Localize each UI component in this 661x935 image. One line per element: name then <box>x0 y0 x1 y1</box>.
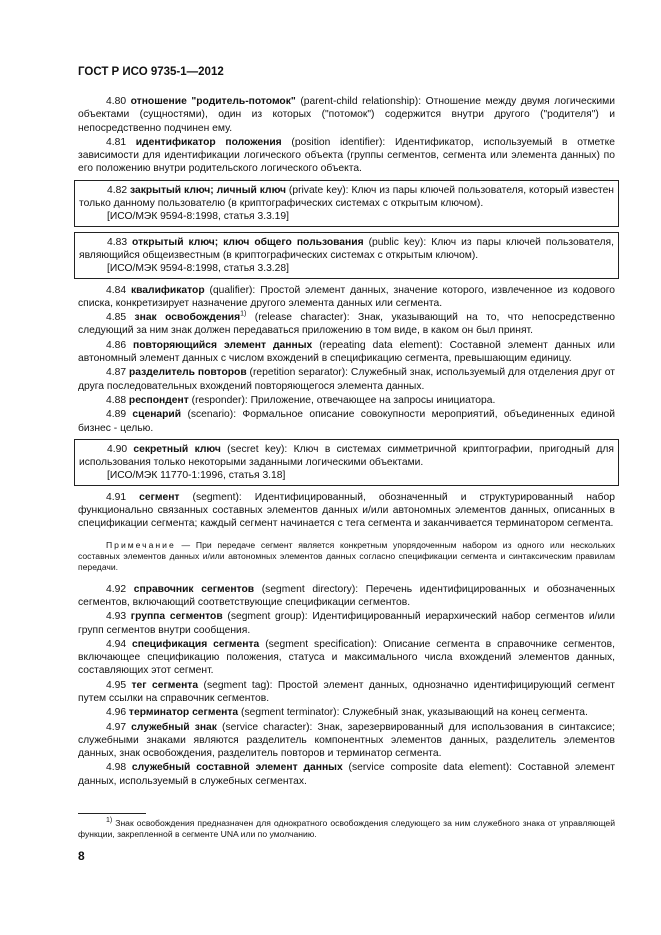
entry-4-92: 4.92 справочник сегментов (segment directory): Перечень идентифицированных и обозначенных сегментов, включающий соответствующие спецификации сегментов. <box>78 583 615 608</box>
reference: [ИСО/МЭК 9594-8:1998, статья 3.3.28] <box>107 263 289 275</box>
term: служебный составной элемент данных <box>131 762 343 774</box>
entry-4-80: 4.80 отношение "родитель-потомок" (parent-child relationship): Отношение между двумя логическими объектами (сущностями), один из которых ("потомок") содержится внутри другого ("родителя") и непосредственно подчинен ему. <box>78 96 615 134</box>
entry-4-90: 4.90 секретный ключ (secret key): Ключ в системах симметричной криптографии, пригодный для использования только некоторыми заданными логическими объектами. <box>79 443 614 469</box>
definition: (repeating data element): Составной элемент данных или автономный элемент данных с числом вхождений в спецификацию сегмента, превышающим единицу. <box>78 339 615 365</box>
term: сценарий <box>132 409 182 421</box>
definition: (scenario): Формальное описание совокупности мероприятий, объединенных единой бизнес - целью. <box>78 409 615 434</box>
term: респондент <box>128 394 189 406</box>
definition: (parent-child relationship): Отношение между двумя логическими объектами (сущностями), один из которых ("потомок") содержится внутри другого ("родителя") и непосредственно подчинен ему. <box>78 96 615 134</box>
definition: (position identifier): Идентификатор, используемый в отметке зависимости для идентификации логического объекта (группы сегментов, сегмента или элемента данных) по его положению внутри родительского логического объекта. <box>78 136 615 175</box>
term: квалификатор <box>130 284 205 296</box>
entry-4-98: 4.98 служебный составной элемент данных (service composite data element): Составной элемент данных, используемый в служебных сегментах. <box>78 762 615 787</box>
definition: (public key): Ключ из пары ключей пользователя, являющийся общеизвестным (в криптографических системах с открытым ключом). <box>79 236 614 261</box>
entry-4-93: 4.93 группа сегментов (segment group): Идентифицированный иерархический набор сегментов и/или групп сегментов внутри сообщения. <box>78 611 615 636</box>
entry-4-85: 4.85 знак освобождения$^{1)}$ (release character): Знак, указывающий на то, что непосредственно следующий за ним знак должен передаваться приложению в том виде, в каком он был принят. <box>78 310 615 337</box>
entry-4-91: 4.91 сегмент (segment): Идентифицированный, обозначенный и структурированный набор функционально связанных составных элементов данных и/или автономных элементов данных, описанных в спецификации сегмента; каждый сегмент начинается с тега сегмента и заканчивается терминатором сегмента. <box>78 491 615 530</box>
term: закрытый ключ; личный ключ <box>130 184 286 196</box>
definition: (private key): Ключ из пары ключей пользователя, который известен только данному пользователю (в криптографических системах с открытым ключом). <box>79 184 614 210</box>
footnote-text: Знак освобождения предназначен для однократного освобождения следующего за ним служебного знака от управляющей функции, закрепленной в сегменте UNA или по умолчанию. <box>78 818 615 839</box>
definition: (qualifier): Простой элемент данных, значение которого, извлеченное из кодового списка, конкретизирует назначение другого элемента данных или сегмента. <box>78 284 615 309</box>
definition: (service character): Знак, зарезервированный для использования в синтаксисе; служебными знаками являются разделитель компонентных элементов данных, разделитель элементов данных, знак освобождения, разделитель повторов и терминатор сегмента. <box>78 721 615 760</box>
boxed-entry-4-90 <box>74 439 619 486</box>
entry-4-84: 4.84 квалификатор (qualifier): Простой элемент данных, значение которого, извлеченное из кодового списка, конкретизирует назначение другого элемента данных или сегмента. <box>78 284 615 309</box>
note-text: — При передаче сегмент является конкретным упорядоченным набором из одного или нескольких составных элементов данных и/или автономных элементов данных согласно спецификации сегмента и синтаксическим правилам передачи. <box>78 539 615 572</box>
boxed-entry-4-83 <box>74 232 619 279</box>
entry-4-89: 4.89 сценарий (scenario): Формальное описание совокупности мероприятий, объединенных единой бизнес - целью. <box>78 409 615 434</box>
entry-4-94: 4.94 спецификация сегмента (segment specification): Описание сегмента в справочнике сегментов, включающее спецификацию положения, статуса и максимального числа вхождений элементов данных, составляющих этот сегмент. <box>78 638 615 677</box>
entry-4-82: 4.82 закрытый ключ; личный ключ (private key): Ключ из пары ключей пользователя, который известен только данному пользователю (в криптографических системах с открытым ключом). <box>79 184 614 210</box>
definition: (release character): Знак, указывающий на то, что непосредственно следующий за ним знак должен передаваться приложению в том виде, в каком он был принят. <box>78 312 615 337</box>
entry-4-96: 4.96 терминатор сегмента (segment terminator): Служебный знак, указывающий на конец сегмента. <box>106 707 588 719</box>
term: открытый ключ; ключ общего пользования <box>132 236 364 248</box>
definition: (segment specification): Описание сегмента в справочнике сегментов, включающее спецификацию положения, статуса и максимального числа вхождений элементов данных, составляющих этот сегмент. <box>78 638 615 677</box>
term: тег сегмента <box>131 679 199 691</box>
definition: (segment terminator): Служебный знак, указывающий на конец сегмента. <box>238 707 588 719</box>
definition: (service composite data element): Составной элемент данных, используемый в служебных сегментах. <box>78 762 615 787</box>
term: идентификатор положения <box>135 136 282 148</box>
term: знак освобождения <box>134 312 241 324</box>
term: терминатор сегмента <box>128 707 239 719</box>
document-header: ГОСТ Р ИСО 9735-1—2012 <box>78 66 224 78</box>
term: сегмент <box>139 491 180 503</box>
term: повторяющийся элемент данных <box>133 339 313 351</box>
reference: [ИСО/МЭК 9594-8:1998, статья 3.3.19] <box>107 211 289 223</box>
entry-4-86: 4.86 повторяющийся элемент данных (repeating data element): Составной элемент данных или автономный элемент данных с числом вхождений в спецификацию сегмента, превышающим единицу. <box>78 339 615 365</box>
footnote-mark: 1) <box>240 310 247 318</box>
footnote-mark: 1) <box>106 817 113 825</box>
term: отношение "родитель-потомок" <box>130 96 296 107</box>
definition: (repetition separator): Служебный знак, используемый для отделения друг от друга последовательных вхождений повторяющегося элемента данных. <box>78 367 615 392</box>
note <box>78 540 615 573</box>
term: секретный ключ <box>133 443 221 455</box>
term: группа сегментов <box>130 611 223 623</box>
definition: (segment tag): Простой элемент данных, однозначно идентифицирующий сегмент путем ссылки на справочник сегментов. <box>78 679 615 704</box>
entry-4-81: 4.81 идентификатор положения (position identifier): Идентификатор, используемый в отметке зависимости для идентификации логического объекта (группы сегментов, сегмента или элемента данных) по его положению внутри родительского логического объекта. <box>78 136 615 175</box>
entry-4-87: 4.87 разделитель повторов (repetition separator): Служебный знак, используемый для отделения друг от друга последовательных вхождений повторяющегося элемента данных. <box>78 367 615 392</box>
definition: (segment): Идентифицированный, обозначенный и структурированный набор функционально связанных составных элементов данных и/или автономных элементов данных, описанных в спецификации сегмента; каждый сегмент начинается с тега сегмента и заканчивается терминатором сегмента. <box>78 491 615 530</box>
definition: (segment group): Идентифицированный иерархический набор сегментов и/или групп сегментов внутри сообщения. <box>78 611 615 636</box>
entry-4-83: 4.83 открытый ключ; ключ общего пользования (public key): Ключ из пары ключей пользователя, являющийся общеизвестным (в криптографических системах с открытым ключом). <box>79 236 614 261</box>
footnote <box>78 818 615 840</box>
entry-4-88: 4.88 респондент (responder): Приложение, отвечающее на запросы инициатора. <box>106 394 496 406</box>
page-number: 8 <box>78 849 85 863</box>
term: служебный знак <box>131 721 217 733</box>
definition: (secret key): Ключ в системах симметричной криптографии, пригодный для использования только некоторыми заданными логическими объектами. <box>79 443 614 469</box>
term: разделитель повторов <box>128 367 247 379</box>
footnote-divider <box>78 813 146 814</box>
term: спецификация сегмента <box>132 638 260 650</box>
entry-4-95: 4.95 тег сегмента (segment tag): Простой элемент данных, однозначно идентифицирующий сегмент путем ссылки на справочник сегментов. <box>78 679 615 704</box>
reference: [ИСО/МЭК 11770-1:1996, статья 3.18] <box>107 470 286 482</box>
definition: (responder): Приложение, отвечающее на запросы инициатора. <box>188 394 496 406</box>
definition: (segment directory): Перечень идентифицированных и обозначенных сегментов, включающий соответствующие спецификации сегментов. <box>78 583 615 608</box>
page-content <box>78 95 615 789</box>
entry-4-97: 4.97 служебный знак (service character): Знак, зарезервированный для использования в синтаксисе; служебными знаками являются разделитель компонентных элементов данных, разделитель элементов данных, знак освобождения, разделитель повторов и терминатор сегмента. <box>78 721 615 760</box>
term: справочник сегментов <box>133 583 255 595</box>
note-label: Примечание <box>106 539 176 550</box>
boxed-entry-4-82 <box>74 180 619 227</box>
